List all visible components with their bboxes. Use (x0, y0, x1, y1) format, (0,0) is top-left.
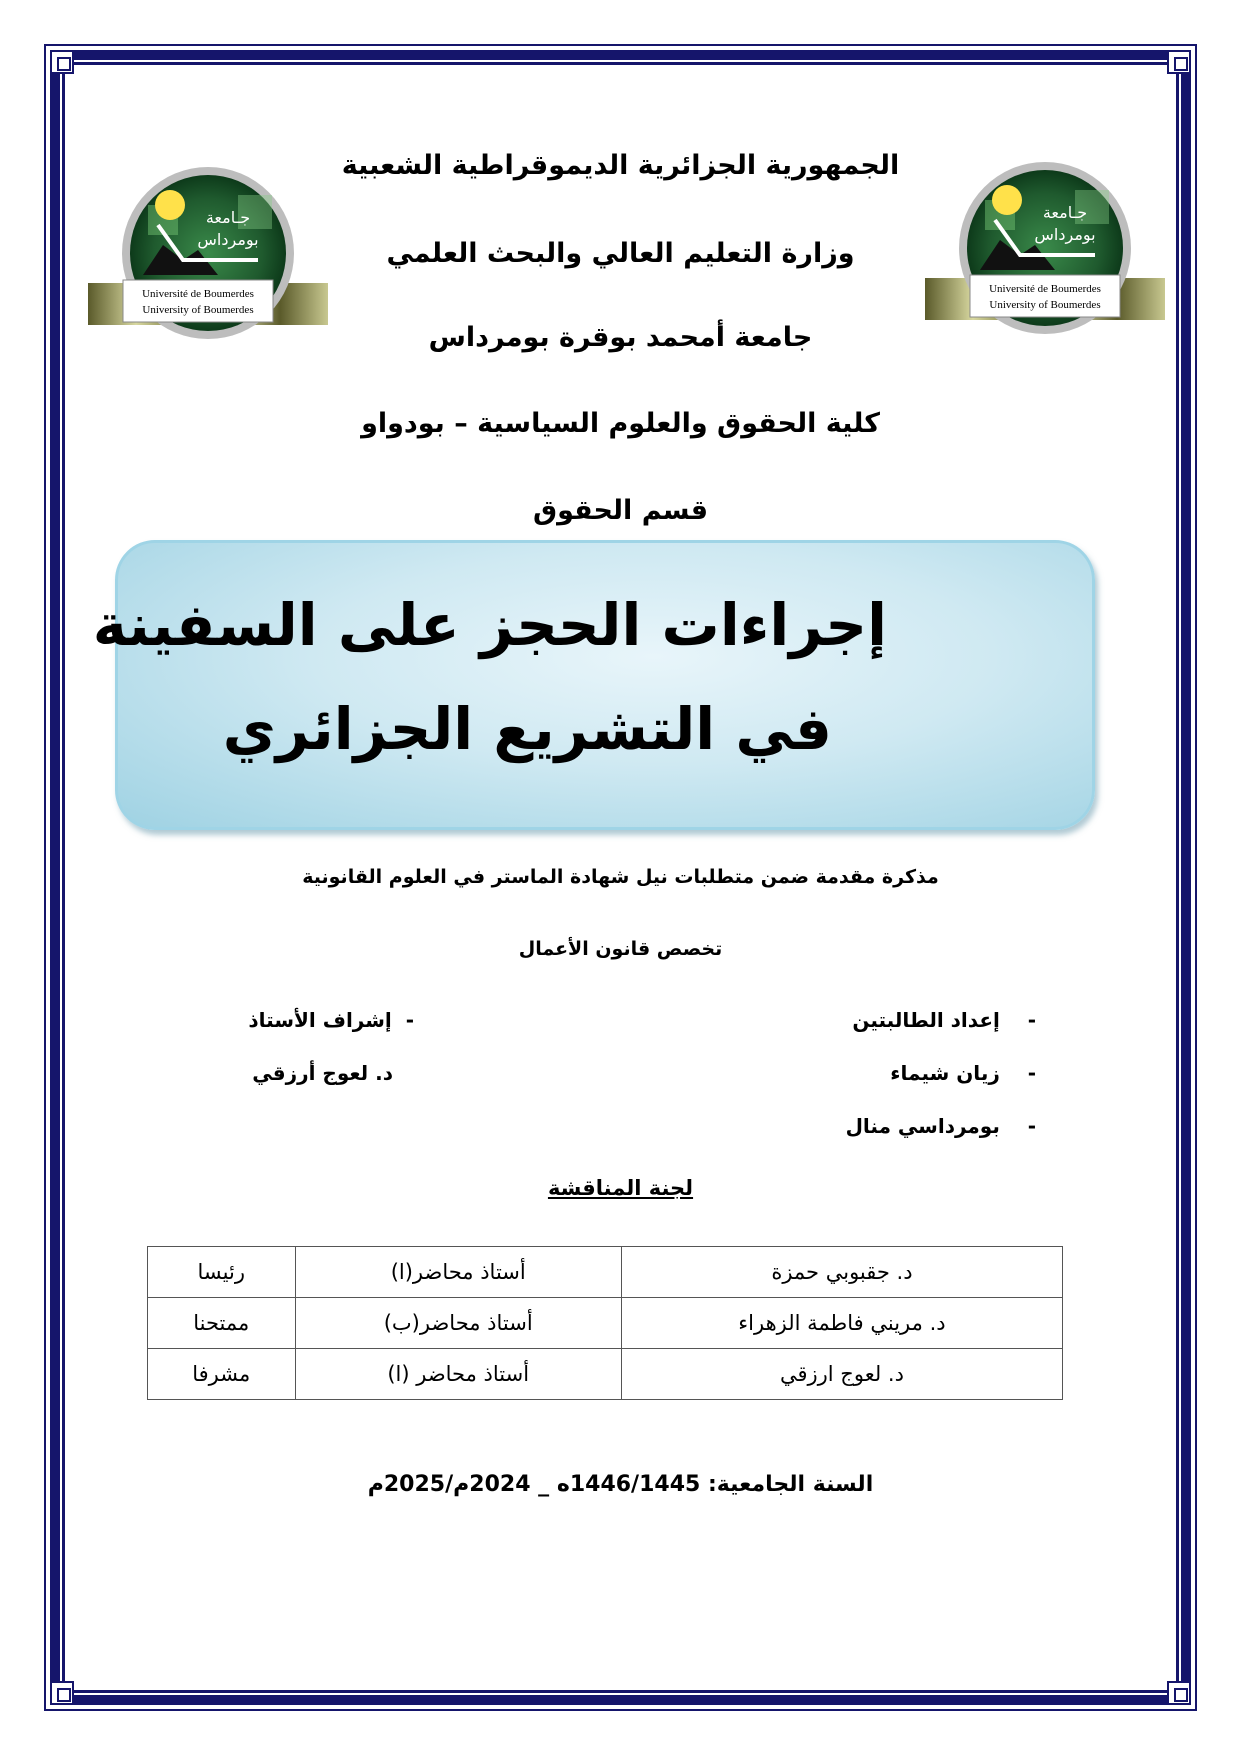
logo-french-text: Université de Boumerdes (142, 288, 254, 300)
table-row (148, 1298, 1063, 1349)
member-name: د. مريني فاطمة الزهراء (621, 1298, 1062, 1349)
committee-title: لجنة المناقشة (547, 1176, 694, 1200)
logo-arabic-text: بومرداس (197, 230, 259, 249)
member-name: د. لعوج ارزقي (621, 1349, 1062, 1400)
academic-year: السنة الجامعية: 1446/1445ه _ 2024م/2025م (367, 1472, 874, 1497)
list-dash: - (999, 1114, 1036, 1138)
supervisor-name: د. لعوج أرزقي (252, 1061, 393, 1085)
table-row (148, 1247, 1063, 1298)
logo-arabic-text: بومرداس (1034, 225, 1096, 244)
student-name-text: بومرداسي منال (845, 1114, 1000, 1138)
department-heading: قسم الحقوق (532, 495, 709, 526)
border-corner-ornament (50, 1681, 74, 1705)
border-corner-ornament (50, 50, 74, 74)
specialty-label: تخصص قانون الأعمال (518, 938, 723, 960)
faculty-heading: كلية الحقوق والعلوم السياسية – بودواو (361, 408, 880, 439)
thesis-title-line1: إجراءات الحجز على السفينة (92, 591, 887, 659)
member-rank: أستاذ محاضر(ا) (295, 1247, 621, 1298)
member-role: ممتحنا (148, 1298, 296, 1349)
list-dash: - (999, 1061, 1036, 1085)
thesis-title-line2: في التشريع الجزائري (222, 695, 832, 763)
university-heading: جامعة أمحمد بوقرة بومرداس (428, 322, 813, 353)
supervisor-label (248, 1008, 414, 1032)
supervisor-label-text: إشراف الأستاذ (248, 1008, 392, 1032)
students-label-text: إعداد الطالبتين (852, 1008, 1000, 1032)
student-name (890, 1061, 1036, 1085)
students-label (852, 1008, 1036, 1032)
memo-description: مذكرة مقدمة ضمن متطلبات نيل شهادة الماستر في العلوم القانونية (302, 866, 939, 888)
table-row (148, 1349, 1063, 1400)
list-dash: - (999, 1008, 1036, 1032)
list-dash: - (391, 1008, 414, 1032)
republic-heading: الجمهورية الجزائرية الديموقراطية الشعبية (341, 150, 900, 181)
member-role: رئيسا (148, 1247, 296, 1298)
logo-french-text: Université de Boumerdes (989, 283, 1101, 295)
logo-english-text: University of Boumerdes (142, 304, 254, 316)
member-rank: أستاذ محاضر (ا) (295, 1349, 621, 1400)
border-corner-ornament (1167, 1681, 1191, 1705)
member-rank: أستاذ محاضر(ب) (295, 1298, 621, 1349)
student-name-text: زيان شيماء (890, 1061, 1000, 1085)
border-corner-ornament (1167, 50, 1191, 74)
student-name (846, 1114, 1036, 1138)
member-name: د. جقبوبي حمزة (621, 1247, 1062, 1298)
member-role: مشرفا (148, 1349, 296, 1400)
logo-arabic-text: جـامعة (205, 208, 251, 227)
committee-table (147, 1246, 1063, 1400)
ministry-heading: وزارة التعليم العالي والبحث العلمي (386, 238, 855, 269)
logo-arabic-text: جـامعة (1042, 203, 1088, 222)
title-box (92, 540, 1095, 830)
logo-english-text: University of Boumerdes (989, 299, 1101, 311)
